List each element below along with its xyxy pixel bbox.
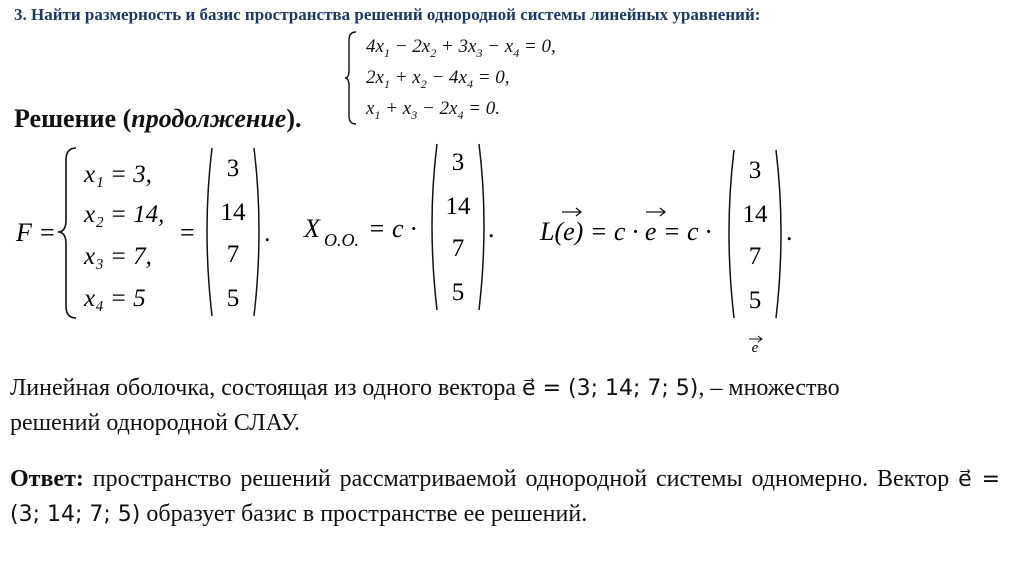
X-vector-1: 3 xyxy=(451,149,465,176)
X-vector-left-paren xyxy=(432,144,437,310)
F-line-4: x₄ = 5 xyxy=(84,285,146,312)
L-vector-arrow-2 xyxy=(646,208,665,216)
system-equation-2: $2x_1 + x_2 - 4x_4 = 0$, xyxy=(366,67,510,91)
F-vector-4: 5 xyxy=(226,285,240,312)
X-vector-3: 7 xyxy=(451,235,465,262)
X-vector-right-paren xyxy=(479,144,484,310)
F-label: F = xyxy=(16,218,56,247)
L-vector-3: 7 xyxy=(748,243,762,270)
answer-paragraph: Ответ: пространство решений рассматриваемой однородной системы одномерно. Вектор e⃗ = (3; 14; 7; 5) образует базис в пространстве ее решений. xyxy=(10,466,1001,527)
X-subscript: O.O. xyxy=(324,230,359,250)
L-vector-1: 3 xyxy=(748,157,762,184)
L-dot: . xyxy=(786,217,793,246)
L-vector-left-paren xyxy=(729,150,734,318)
F-line-2: x₂ = 14, xyxy=(84,201,165,228)
system-equation-3: $x_1 + x_3 - 2x_4 = 0$. xyxy=(366,98,501,122)
F-vector-3: 7 xyxy=(226,241,240,268)
X-vector-4: 5 xyxy=(451,279,465,306)
solution-formulas xyxy=(0,140,1024,362)
span-paragraph: Линейная оболочка, состоящая из одного вектора e⃗ = (3; 14; 7; 5), – множество решений однородной СЛАУ. xyxy=(10,375,840,436)
L-vector-arrow-1 xyxy=(562,208,581,216)
L-vector-right-paren xyxy=(776,150,781,318)
system-equation-1: $4x_1 - 2x_2 + 3x_3 - x_4 = 0$, xyxy=(366,36,556,60)
L-vector-2: 14 xyxy=(742,201,768,228)
system-brace xyxy=(344,30,358,126)
X-label: X xyxy=(304,214,320,243)
F-vector-right-paren xyxy=(254,148,259,316)
X-rhs: = c · xyxy=(368,214,417,243)
task-title: 3. Найти размерность и базис пространства решений однородной системы линейных уравнений: xyxy=(14,5,761,24)
L-below-label: e xyxy=(751,340,759,356)
F-line-3: x₃ = 7, xyxy=(84,243,152,270)
F-dot: . xyxy=(264,218,271,247)
F-system-brace xyxy=(58,148,76,318)
X-vector-2: 14 xyxy=(445,193,471,220)
L-vector-4: 5 xyxy=(748,287,762,314)
F-vector-2: 14 xyxy=(220,199,246,226)
F-equals: = xyxy=(180,218,195,247)
X-dot: . xyxy=(488,214,495,243)
solution-heading: Решение (продолжение). xyxy=(14,104,302,133)
L-label: L(e) = c · e = c · xyxy=(540,217,712,246)
F-vector-left-paren xyxy=(207,148,212,316)
F-line-1: x₁ = 3, xyxy=(84,161,152,188)
F-vector-1: 3 xyxy=(226,155,240,182)
